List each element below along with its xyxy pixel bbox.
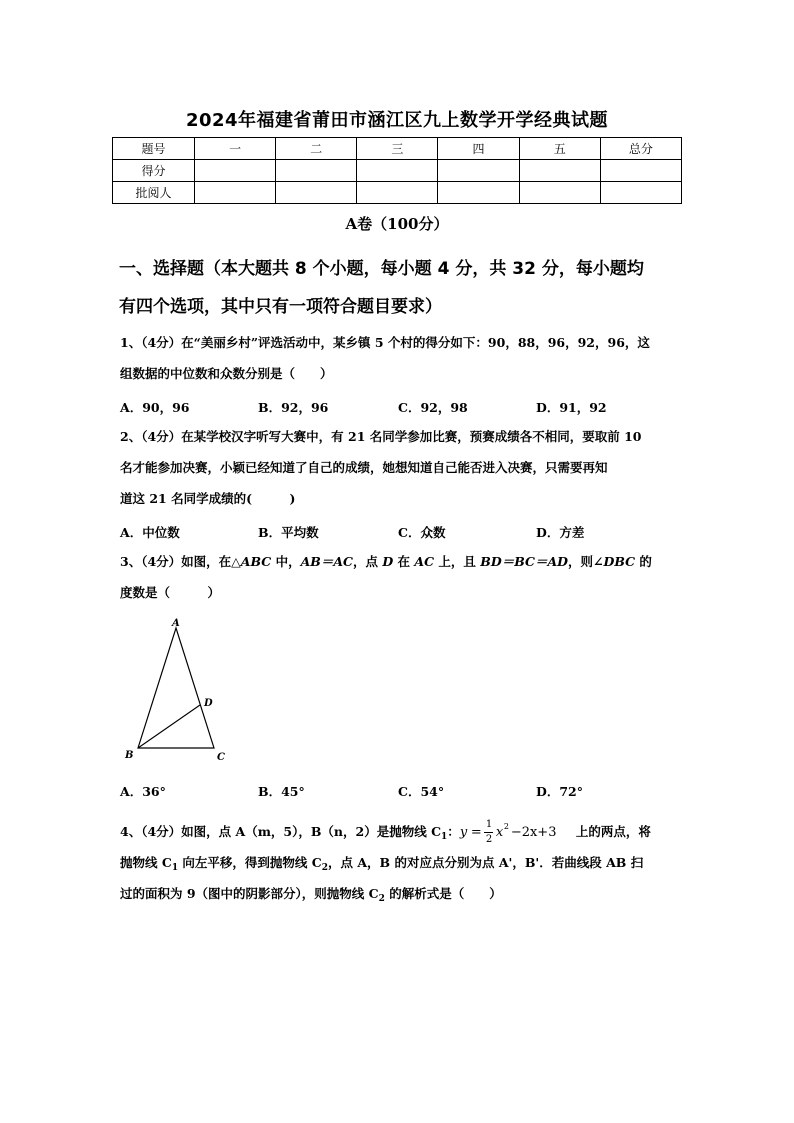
q1-line2: 组数据的中位数和众数分别是（ ） [120,366,333,381]
score-header-cell: 总分 [600,138,681,160]
score-cell[interactable] [600,182,681,204]
part-heading-line2: 有四个选项，其中只有一项符合题目要求） [119,297,442,317]
part-heading-line1: 一、选择题（本大题共 8 个小题，每小题 4 分，共 32 分，每小题均 [119,259,644,279]
score-cell[interactable] [357,182,438,204]
q1-option-c[interactable]: C．92，98 [398,400,468,415]
q3-option-c[interactable]: C．54° [398,784,445,799]
score-row-label: 批阅人 [113,182,195,204]
q1-option-d[interactable]: D．91，92 [536,400,607,415]
score-header-cell: 四 [438,138,519,160]
score-cell[interactable] [600,160,681,182]
score-cell[interactable] [519,160,600,182]
q1-option-b[interactable]: B．92，96 [258,400,329,415]
q3-option-b[interactable]: B．45° [258,784,305,799]
score-cell[interactable] [195,182,276,204]
score-header-cell: 一 [195,138,276,160]
score-header-cell: 题号 [113,138,195,160]
q2-option-a[interactable]: A．中位数 [120,525,180,540]
score-table [112,137,682,204]
q2-line2: 名才能参加决赛，小颖已经知道了自己的成绩，她想知道自己能否进入决赛，只需要再知 [120,460,608,475]
q3-option-a[interactable]: A．36° [120,784,166,799]
exam-title: 2024年福建省莆田市涵江区九上数学开学经典试题 [185,110,609,131]
score-cell[interactable] [519,182,600,204]
q4-line1: 4、（4分）如图，点 A（m，5），B（n，2）是抛物线 $C_1$： y = 1 2 x 2 −2x+3 上的两点，将 [120,818,651,845]
parabola-formula: y = 1 2 x 2 −2x+3 [459,818,557,845]
score-header-cell: 三 [357,138,438,160]
section-title: A卷（100分） [345,215,449,233]
q2-option-d[interactable]: D．方差 [536,525,585,540]
q1-option-a[interactable]: A．90，96 [120,400,190,415]
q3-line1: 3、（4分）如图，在△ABC 中，AB＝AC，点 D 在 AC 上，且 BD＝BC＝AD，则∠DBC 的 [120,554,652,569]
score-cell[interactable] [276,160,357,182]
score-cell[interactable] [438,182,519,204]
score-cell[interactable] [438,160,519,182]
segment-bd [138,705,200,748]
q2-line3: 道这 21 名同学成绩的( ) [120,491,296,506]
score-row-label: 得分 [113,160,195,182]
triangle-abc [138,628,214,748]
score-table-header-row [113,138,682,160]
score-header-cell: 五 [519,138,600,160]
score-cell[interactable] [357,160,438,182]
vertex-label-c: C [217,752,225,763]
q4-line2: 抛物线 $C_1$ 向左平移，得到抛物线 $C_2$，点 A，B 的对应点分别为点 A'，B'．若曲线段 AB 扫 [120,855,644,873]
q3-line2: 度数是（ ） [120,585,221,600]
score-table-row [113,160,682,182]
q2-option-b[interactable]: B．平均数 [258,525,319,540]
q3-option-d[interactable]: D．72° [536,784,583,799]
score-table-row [113,182,682,204]
vertex-label-d: D [204,698,213,709]
vertex-label-a: A [172,618,180,629]
vertex-label-b: B [125,750,134,761]
q2-option-c[interactable]: C．众数 [398,525,446,540]
q1-line1: 1、（4分）在“美丽乡村”评选活动中，某乡镇 5 个村的得分如下：90，88，96，92，96，这 [120,335,650,350]
score-cell[interactable] [195,160,276,182]
score-cell[interactable] [276,182,357,204]
q2-line1: 2、（4分）在某学校汉字听写大赛中，有 21 名同学参加比赛，预赛成绩各不相同，要取前 10 [120,429,642,444]
score-header-cell: 二 [276,138,357,160]
triangle-figure [118,614,238,766]
q4-line3: 过的面积为 9（图中的阴影部分），则抛物线 $C_2$ 的解析式是（ ） [120,886,502,904]
